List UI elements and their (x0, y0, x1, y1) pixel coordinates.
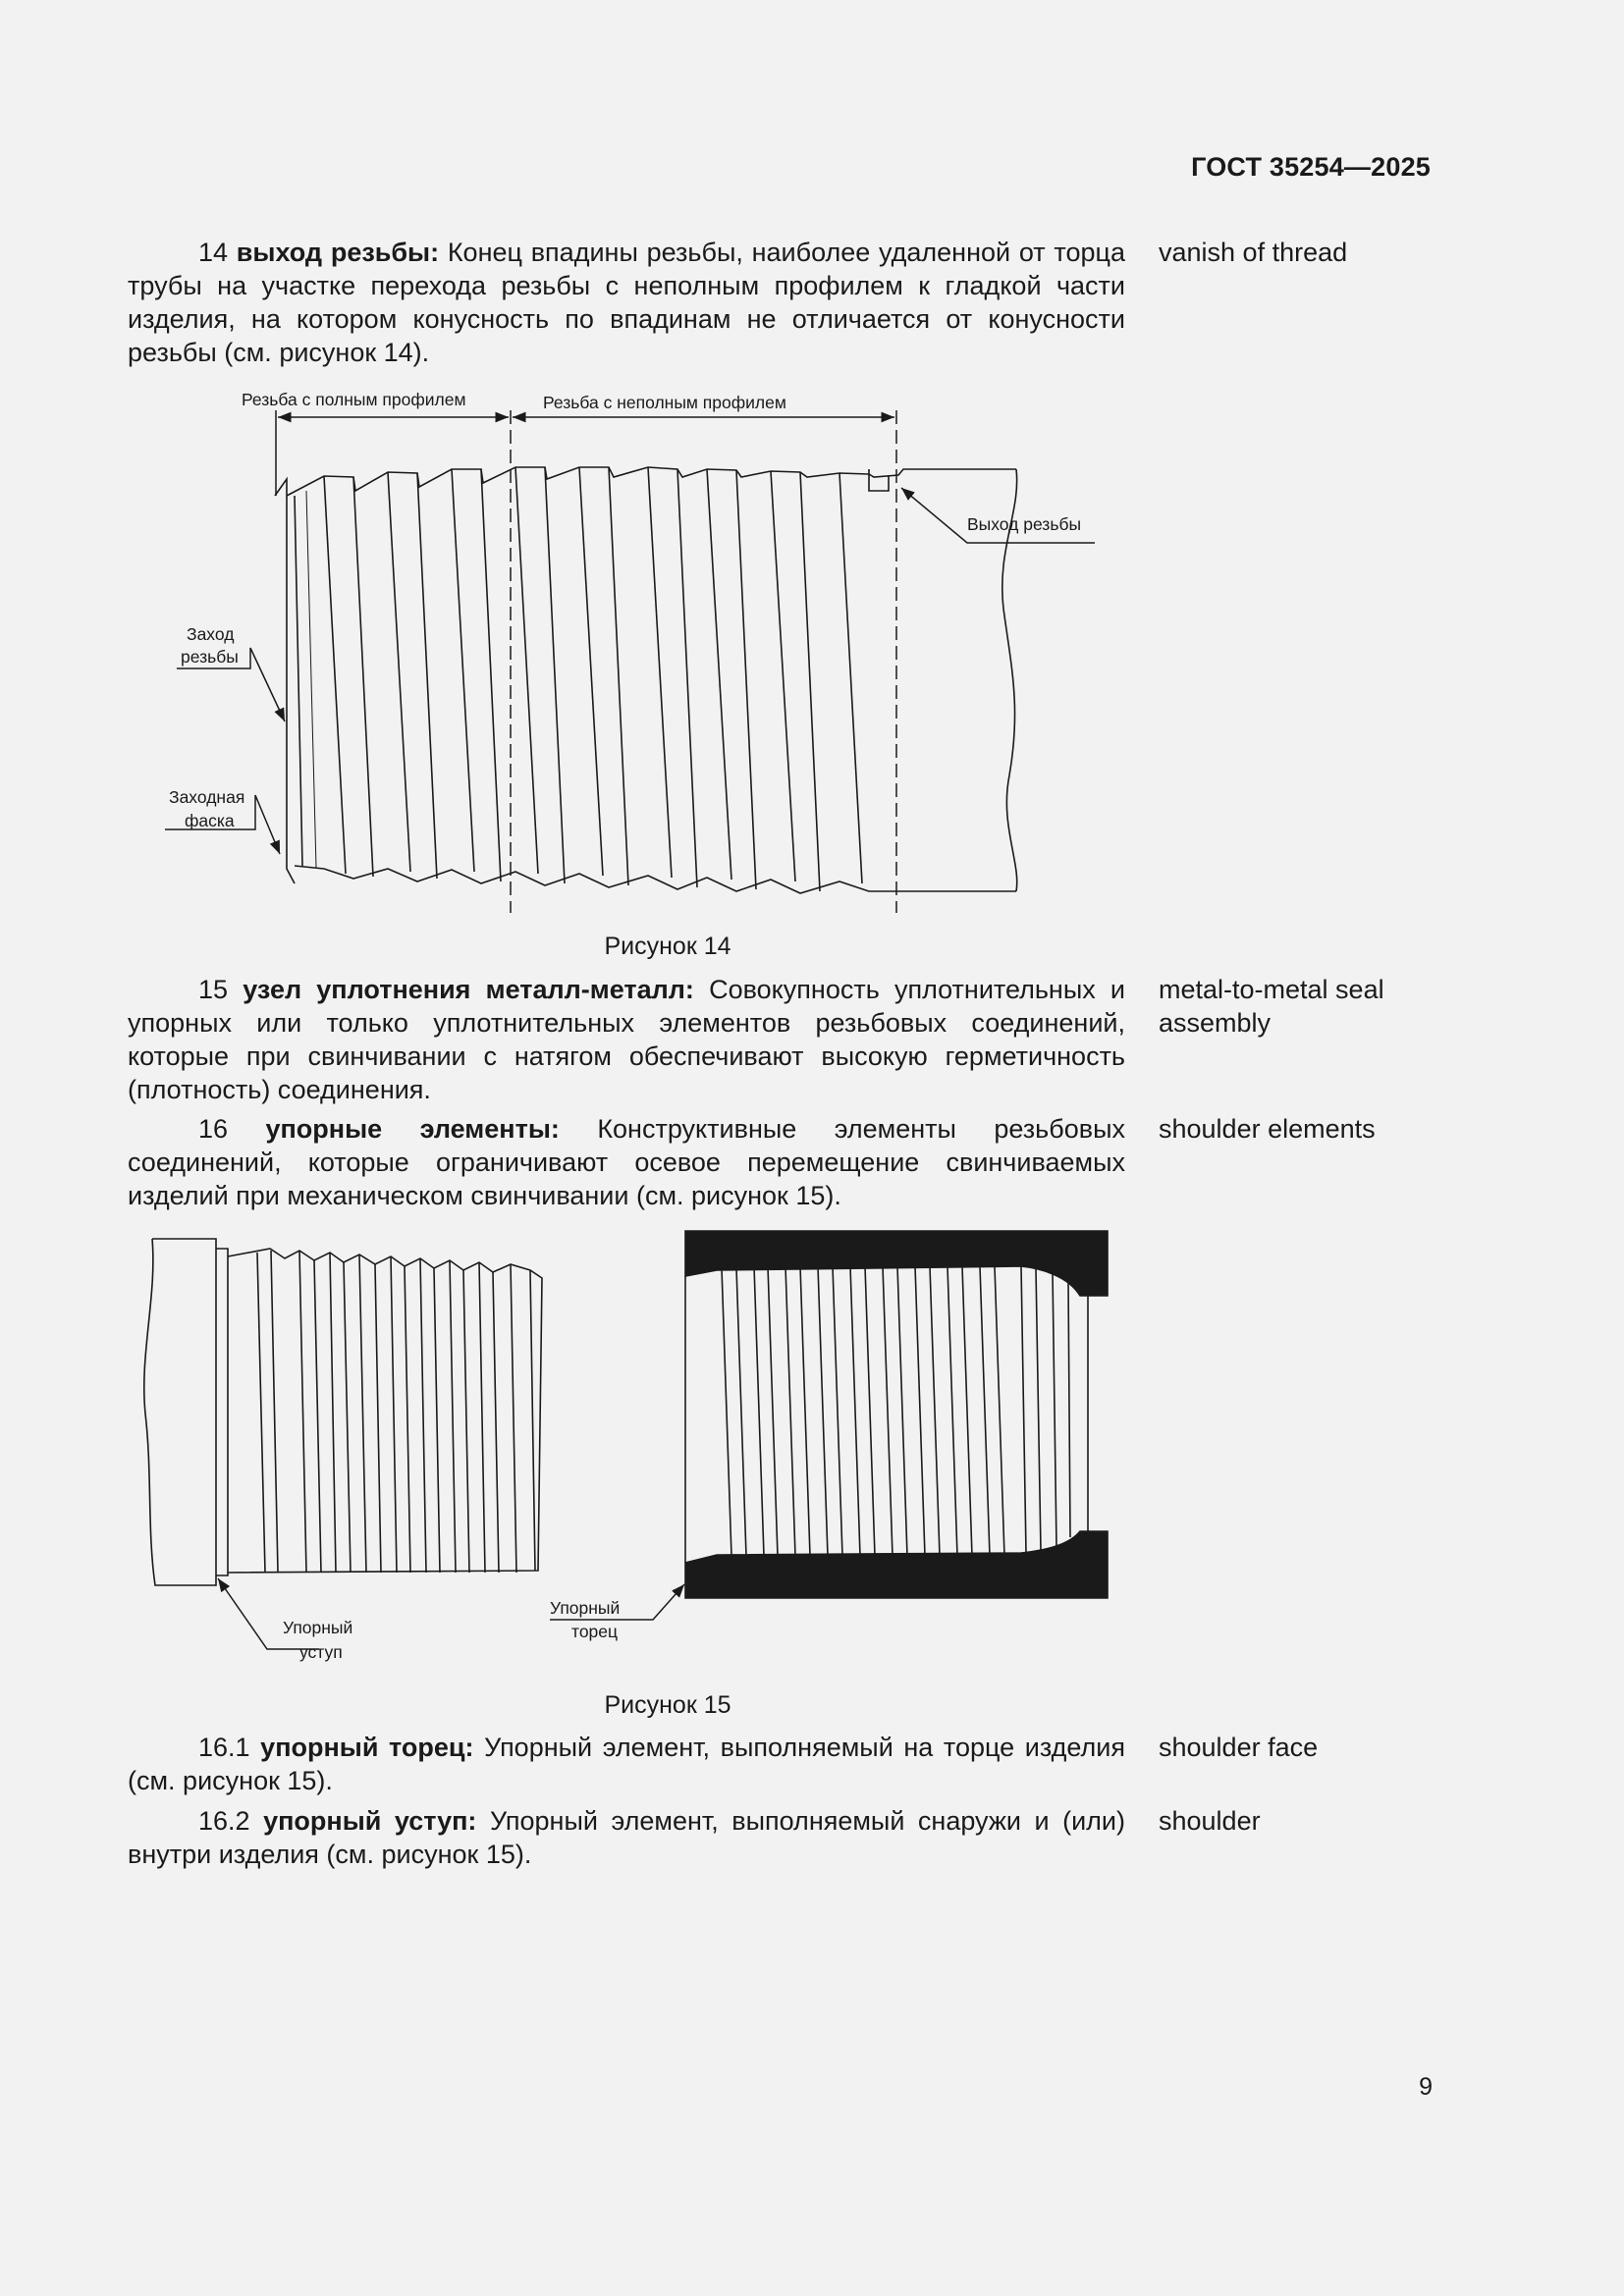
term-definition: Упорный элемент, выполняемый снаружи и (или) внутри изделия (см. рисунок 15). (128, 1806, 1125, 1869)
box-thread-flanks (722, 1266, 1070, 1556)
term-number: 14 (198, 238, 229, 267)
label-chamfer-2: фаска (185, 811, 235, 830)
term-number: 16.2 (198, 1806, 250, 1836)
term-definition: Совокупность уплотнительных и упорных или только уплотнительных элементов резьбовых соединений, которые при свинчивании с натягом обеспечивают высокую герметичность (плотность) соединения. (128, 975, 1125, 1104)
pin-thread-flanks (257, 1251, 535, 1573)
term-definition: Конец впадины резьбы, наиболее удаленной от торца трубы на участке перехода резьбы с неполным профилем к гладкой части изделия, на котором конусность по впадинам не отличается от конусности резьбы (см. рисунок 14). (128, 238, 1125, 367)
document-id: ГОСТ 35254—2025 (1191, 152, 1431, 182)
term-16-2 (128, 1804, 1125, 1871)
figure-14-caption: Рисунок 14 (604, 933, 731, 960)
term-16-1-english: shoulder face (1159, 1733, 1319, 1762)
term-14-english: vanish of thread (1159, 238, 1348, 267)
term-16-english: shoulder elements (1159, 1114, 1376, 1144)
box-drawing (550, 1231, 1108, 1620)
label-full-profile: Резьба с полным профилем (242, 390, 466, 409)
pin-drawing (144, 1239, 542, 1649)
term-name: узел уплотнения металл-металл: (243, 975, 694, 1004)
term-16-1 (128, 1731, 1125, 1797)
label-start-2: резьбы (181, 647, 239, 667)
term-16-2-english: shoulder (1159, 1806, 1261, 1836)
label-face-1: Упорный (550, 1598, 621, 1618)
term-name: выход резьбы: (236, 238, 440, 267)
term-name: упорные элементы: (265, 1114, 560, 1144)
term-definition: Конструктивные элементы резьбовых соединений, которые ограничивают осевое перемещение свинчиваемых изделий при механическом свинчивании (см. рисунок 15). (128, 1114, 1125, 1210)
label-partial-profile: Резьба с неполным профилем (543, 393, 786, 412)
figure-15-caption: Рисунок 15 (604, 1691, 731, 1719)
term-name: упорный уступ: (263, 1806, 477, 1836)
term-number: 16 (198, 1114, 229, 1144)
term-number: 15 (198, 975, 229, 1004)
label-shoulder-1: Упорный (283, 1618, 353, 1637)
label-chamfer-1: Заходная (169, 787, 245, 807)
term-15-english: metal-to-metal seal assembly (1159, 975, 1384, 1038)
label-face-2: торец (571, 1622, 619, 1641)
term-name: упорный торец: (260, 1733, 474, 1762)
term-number: 16.1 (198, 1733, 250, 1762)
label-vanish: Выход резьбы (967, 514, 1082, 534)
term-definition: Упорный элемент, выполняемый на торце изделия (см. рисунок 15). (128, 1733, 1125, 1795)
label-start-1: Заход (187, 624, 235, 644)
page-number: 9 (1419, 2073, 1433, 2101)
label-shoulder-2: уступ (299, 1642, 343, 1662)
